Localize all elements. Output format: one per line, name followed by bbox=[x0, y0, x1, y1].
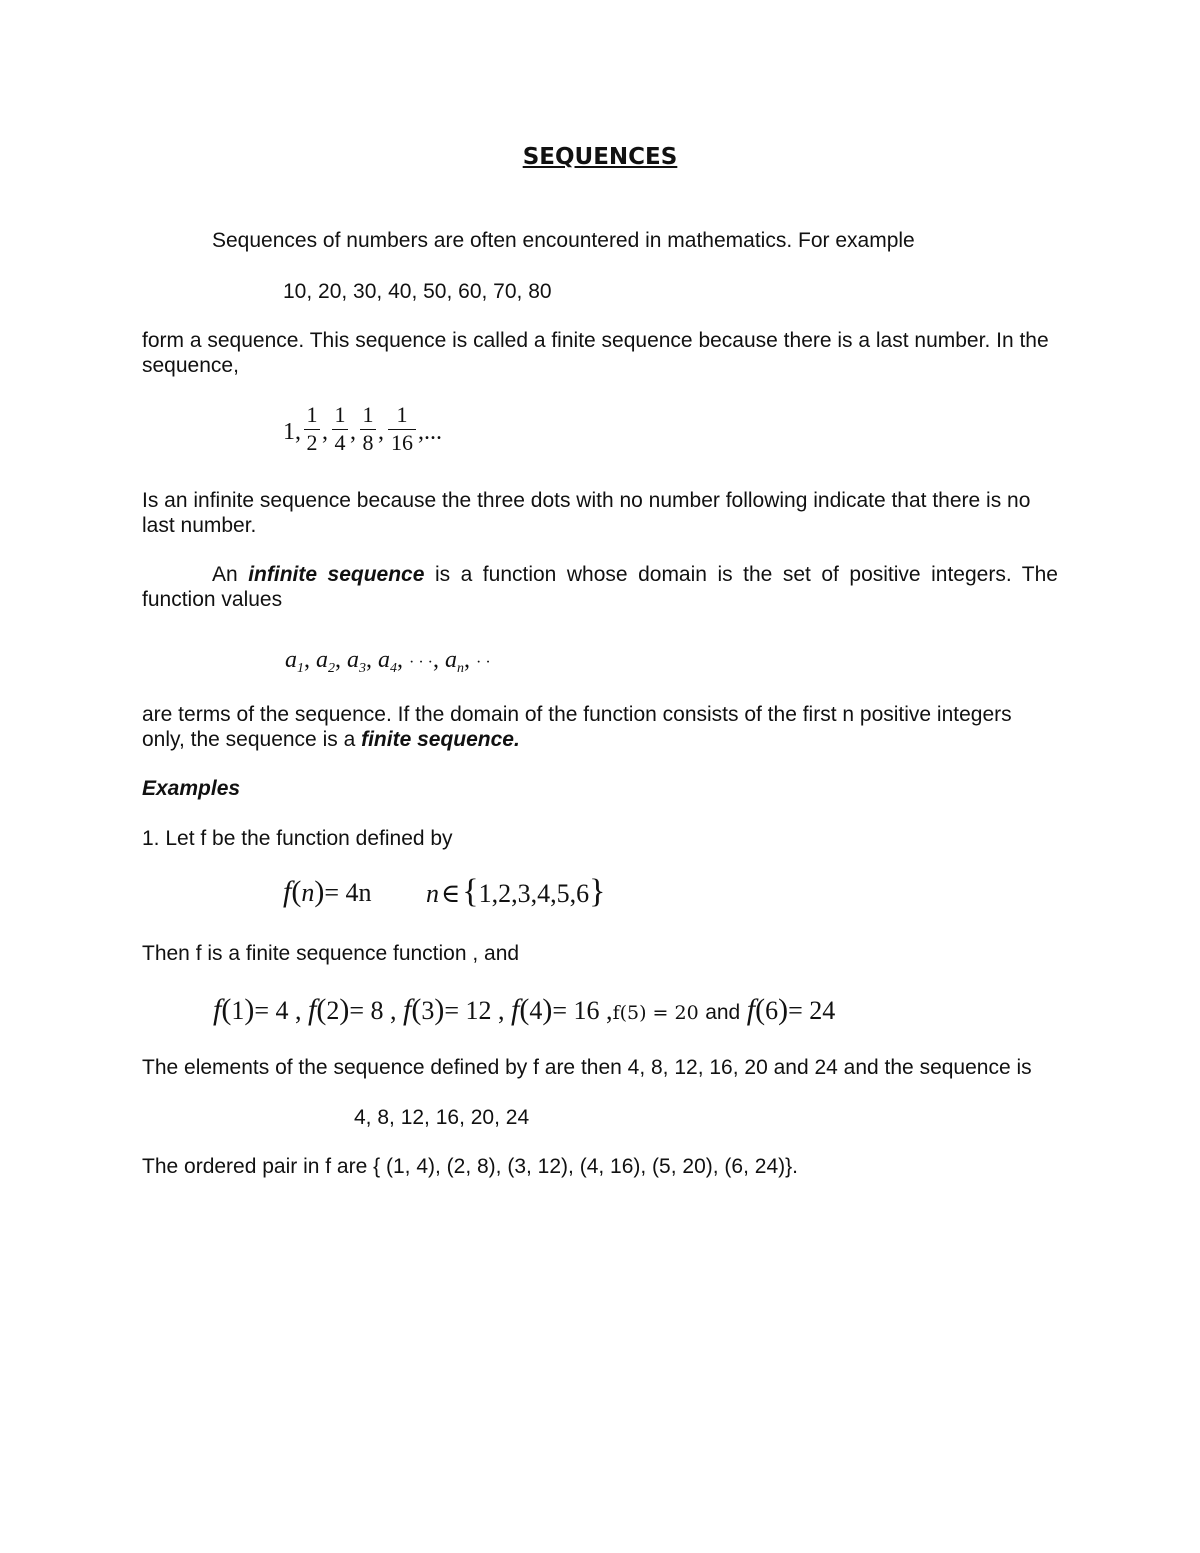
term-infinite-sequence: infinite sequence bbox=[248, 563, 425, 586]
then-paragraph: Then f is a finite sequence function , and bbox=[142, 942, 520, 965]
fraction-one-eighth: 1 8 bbox=[360, 404, 376, 454]
sequence-result: 4, 8, 12, 16, 20, 24 bbox=[354, 1106, 530, 1129]
terms-paragraph: are terms of the sequence. If the domain of the function consists of the first n positive integers only, the sequence is a finite sequence. bbox=[142, 703, 1012, 751]
finite-sequence-paragraph: form a sequence. This sequence is called a finite sequence because there is a last number. In the sequence, bbox=[142, 329, 1049, 377]
harmonic-sequence: 1 , 1 2 , 1 4 , 1 8 , 1 16 ,... bbox=[283, 402, 442, 455]
infinite-sequence-paragraph: Is an infinite sequence because the three dots with no number following indicate that there is no last number. bbox=[142, 489, 1031, 537]
harmonic-comma: , bbox=[295, 419, 301, 445]
function-values: f(1)= 4 , f(2)= 8 , f(3)= 12 , f(4)= 16 ,f(5) = 20 and f(6)= 24 bbox=[213, 993, 836, 1026]
term-finite-sequence: finite sequence. bbox=[361, 728, 520, 751]
page-title: SEQUENCES bbox=[522, 144, 678, 170]
intro-paragraph: Sequences of numbers are often encountered in mathematics. For example bbox=[212, 229, 915, 252]
ordered-pairs-paragraph: The ordered pair in f are { (1, 4), (2, 8), (3, 12), (4, 16), (5, 20), (6, 24)}. bbox=[142, 1155, 798, 1178]
fraction-one-sixteenth: 1 16 bbox=[388, 404, 416, 454]
harmonic-ellipsis: ,... bbox=[418, 419, 442, 445]
examples-heading: Examples bbox=[142, 777, 241, 800]
example-1-intro: 1. Let f be the function defined by bbox=[142, 827, 453, 850]
fraction-one-quarter: 1 4 bbox=[332, 404, 348, 454]
sequence-terms-notation: $a_1$, $a_2$, $a_3$, $a_4$, · · ·, $a_n$, · · bbox=[285, 647, 491, 676]
definition-paragraph: An infinite sequence is a function whose domain is the set of positive integers. The function values bbox=[142, 563, 1058, 611]
f5-value: f(5) = 20 bbox=[612, 1002, 699, 1024]
function-domain: n∈{1,2,3,4,5,6} bbox=[426, 873, 606, 910]
function-definition: f(n)= 4n bbox=[283, 875, 372, 908]
elements-paragraph: The elements of the sequence defined by f are then 4, 8, 12, 16, 20 and 24 and the sequence is bbox=[142, 1056, 1032, 1079]
finite-sequence-example: 10, 20, 30, 40, 50, 60, 70, 80 bbox=[283, 280, 552, 303]
harmonic-first-term: 1 bbox=[283, 419, 295, 445]
fraction-one-half: 1 2 bbox=[304, 404, 320, 454]
